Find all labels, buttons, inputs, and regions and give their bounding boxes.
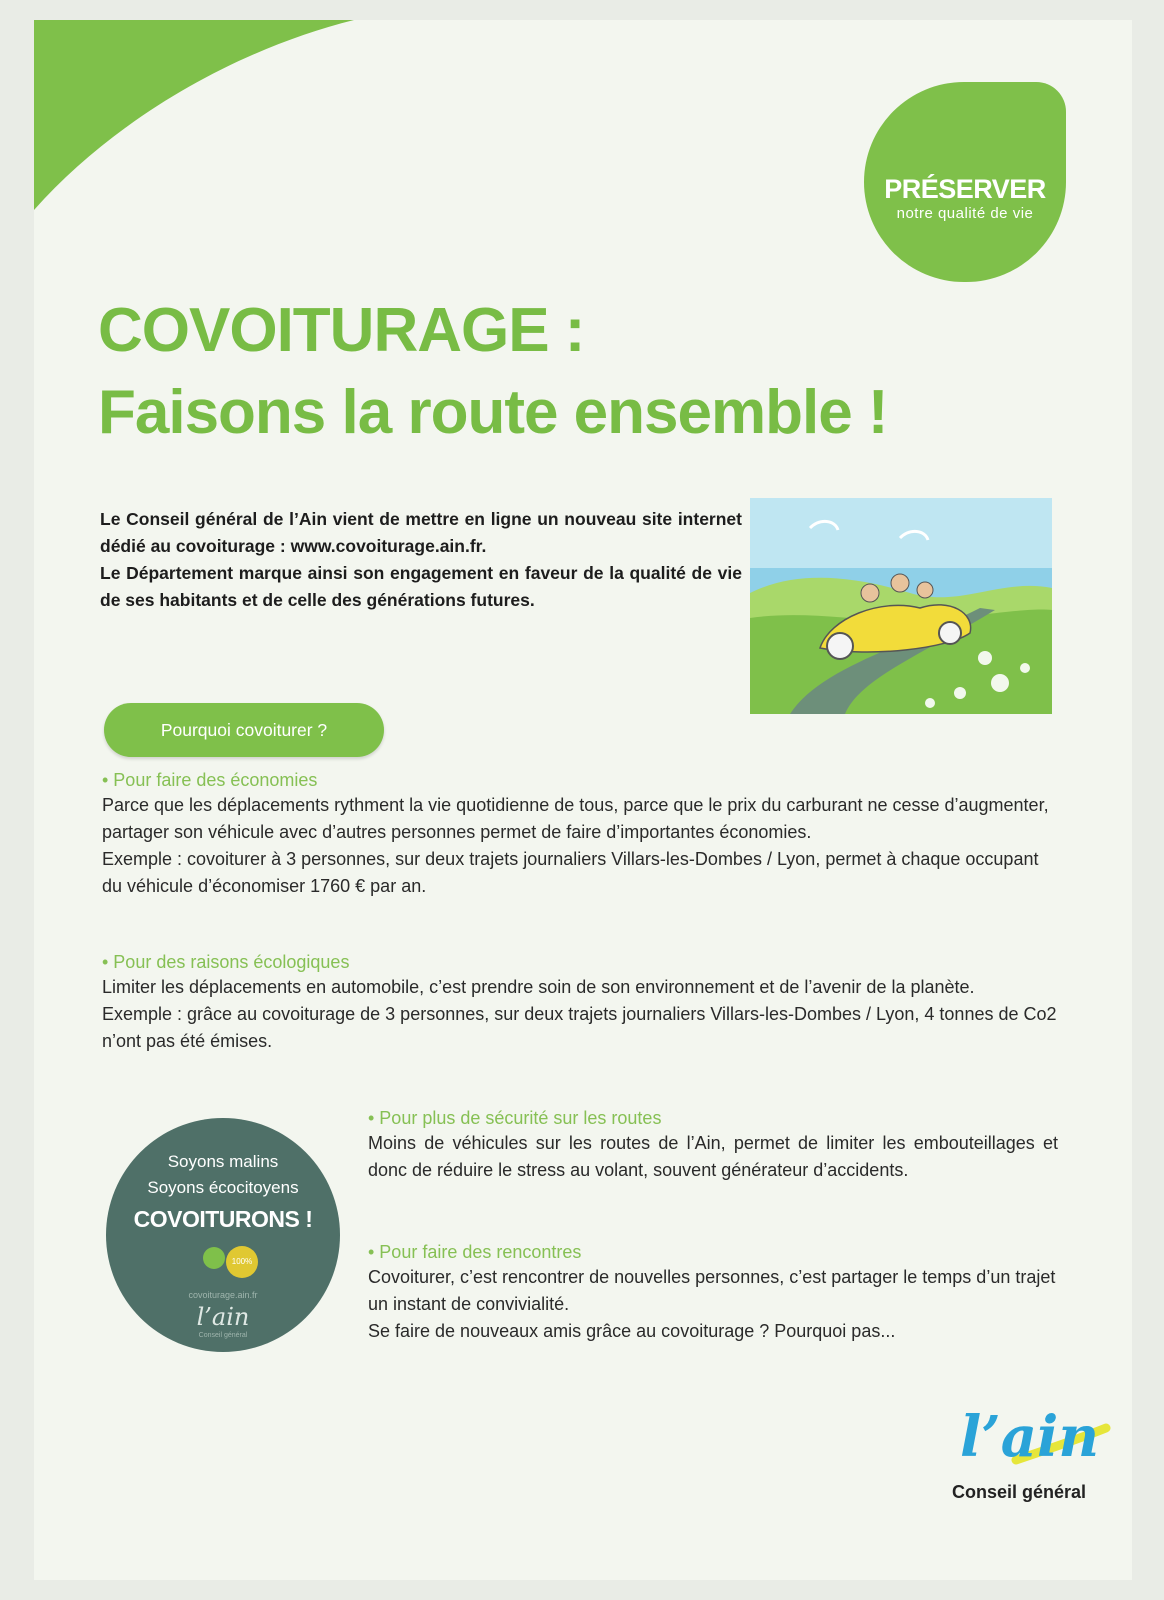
badge-title: PRÉSERVER	[884, 174, 1046, 204]
sticker-line-1: Soyons malins	[167, 1152, 279, 1171]
section-paragraph: Se faire de nouveaux amis grâce au covoiturage ? Pourquoi pas...	[368, 1321, 896, 1341]
section-paragraph: Limiter les déplacements en automobile, c’est prendre soin de son environnement et de l’avenir de la planète.	[102, 977, 975, 997]
ain-logo-text: l’ain	[960, 1404, 1100, 1470]
section-paragraph: Exemple : grâce au covoiturage de 3 personnes, sur deux trajets journaliers Villars-les-Dombes / Lyon, 4 tonnes de Co2 n’ont pas été émises.	[102, 1004, 1057, 1051]
intro-text	[100, 506, 742, 614]
footer-org: Conseil général	[952, 1482, 1087, 1502]
eco-badge-icon	[202, 1242, 262, 1282]
sticker-org: Conseil général	[198, 1332, 248, 1339]
section-economies	[102, 768, 1062, 900]
section-paragraph: Moins de véhicules sur les routes de l’Ain, permet de limiter les embouteillages et donc de réduire le stress au volant, souvent générateur d’accidents.	[368, 1133, 1058, 1180]
why-carpool-button[interactable]: Pourquoi covoiturer ?	[104, 703, 384, 757]
section-heading: • Pour faire des rencontres	[368, 1242, 582, 1262]
badge-subtitle: notre qualité de vie	[896, 205, 1034, 222]
title-line-1: COVOITURAGE :	[98, 296, 585, 365]
sticker-line-2: Soyons écocitoyens	[147, 1178, 299, 1197]
preserver-badge	[864, 82, 1066, 282]
section-heading: • Pour des raisons écologiques	[102, 952, 350, 972]
intro-paragraph-2: Le Département marque ainsi son engagement en faveur de la qualité de vie de ses habitants et de celle des générations futures.	[100, 563, 742, 610]
page-title	[98, 290, 888, 454]
section-rencontres	[368, 1240, 1058, 1345]
sticker-url: covoiturage.ain.fr	[188, 1290, 258, 1300]
ain-logo	[956, 1400, 1116, 1480]
title-line-2: Faisons la route ensemble !	[98, 378, 888, 447]
eco-badge-text: 100%	[231, 1257, 253, 1266]
covoiturons-sticker	[106, 1118, 340, 1352]
section-heading: • Pour plus de sécurité sur les routes	[368, 1108, 662, 1128]
sticker-slogan: COVOITURONS !	[133, 1206, 313, 1232]
section-heading: • Pour faire des économies	[102, 770, 318, 790]
section-paragraph: Parce que les déplacements rythment la vie quotidienne de tous, parce que le prix du carburant ne cesse d’augmenter, partager son véhicule avec d’autres personnes permet de faire d’importantes économies.	[102, 795, 1049, 842]
section-paragraph: Covoiturer, c’est rencontrer de nouvelles personnes, c’est partager le temps d’un trajet un instant de convivialité.	[368, 1267, 1056, 1314]
section-paragraph: Exemple : covoiturer à 3 personnes, sur deux trajets journaliers Villars-les-Dombes / Lyon, permet à chaque occupant du véhicule d’économiser 1760 € par an.	[102, 849, 1039, 896]
section-ecologie	[102, 950, 1062, 1055]
section-securite	[368, 1106, 1058, 1184]
sticker-logo: l’ain	[196, 1303, 250, 1331]
corner-swoosh	[34, 20, 374, 220]
car-illustration	[750, 498, 1052, 714]
flyer-page	[34, 20, 1132, 1580]
intro-paragraph-1: Le Conseil général de l’Ain vient de mettre en ligne un nouveau site internet dédié au covoiturage : www.covoiturage.ain.fr.	[100, 509, 742, 556]
